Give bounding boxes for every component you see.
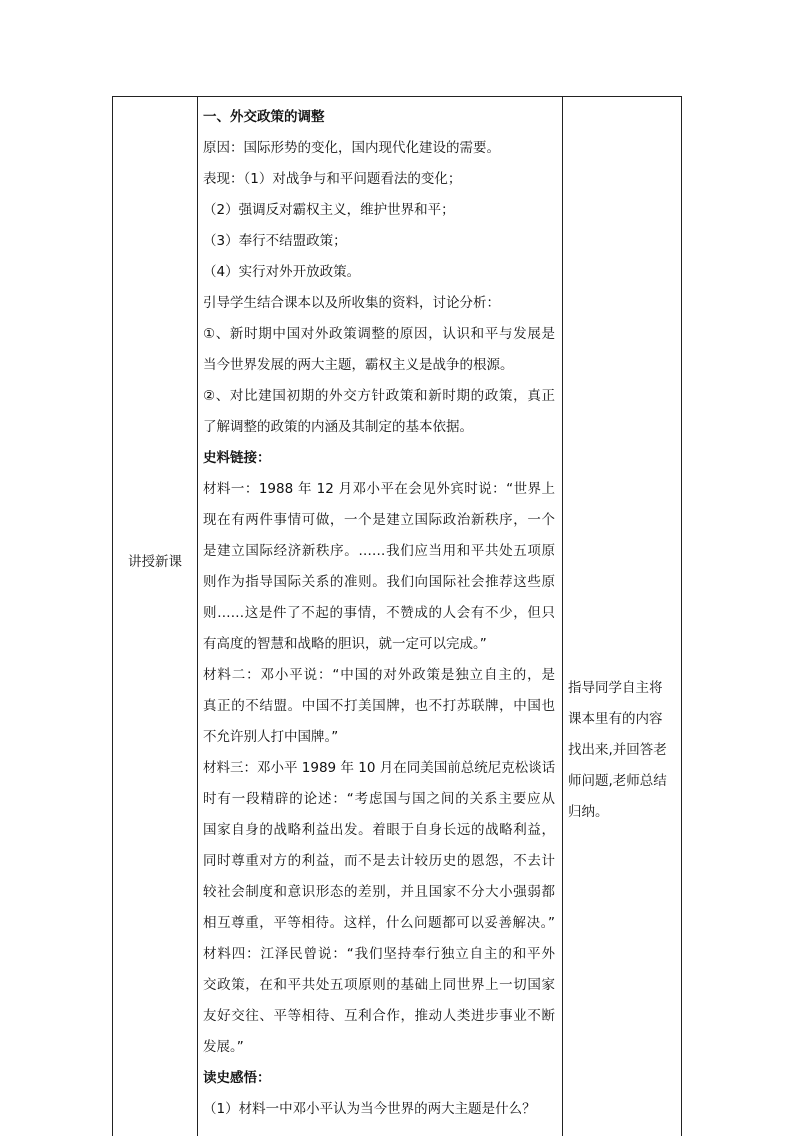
content-line: 国家自身的战略利益出发。着眼于自身长远的战略利益， (203, 822, 555, 838)
teacher-note-line: 师问题,老师总结 (568, 773, 667, 789)
content-line: 材料二：邓小平说：“中国的对外政策是独立自主的，是 (203, 667, 555, 683)
content-line: 同时尊重对方的利益，而不是去计较历史的恩怨，不去计 (203, 853, 555, 869)
content-line: ①、新时期中国对外政策调整的原因，认识和平与发展是 (203, 326, 555, 342)
content-line: 了解调整的政策的内涵及其制定的基本依据。 (203, 419, 473, 435)
teaching-content-column (203, 102, 555, 1125)
section-heading: 读史感悟： (203, 1070, 271, 1086)
teacher-note-line: 找出来,并回答老 (568, 742, 667, 758)
content-line: 则作为指导国际关系的准则。我们向国际社会推荐这些原 (203, 574, 555, 590)
content-line: 表现：（1）对战争与和平问题看法的变化； (203, 171, 462, 187)
content-line: （1）材料一中邓小平认为当今世界的两大主题是什么？ (203, 1101, 536, 1117)
teacher-activity-column (568, 673, 678, 828)
content-line: 较社会制度和意识形态的差别，并且国家不分大小强弱都 (203, 884, 555, 900)
content-line: 现在有两件事情可做，一个是建立国际政治新秩序，一个 (203, 512, 555, 528)
teacher-note-line: 指导同学自主将 (568, 680, 663, 696)
content-line: （4）实行对外开放政策。 (203, 264, 361, 280)
content-line: ②、对比建国初期的外交方针政策和新时期的政策，真正 (203, 388, 555, 404)
lesson-plan-table (112, 96, 682, 1136)
column-divider-right (562, 97, 563, 1136)
content-line: 真正的不结盟。中国不打美国牌，也不打苏联牌，中国也 (203, 698, 555, 714)
column-divider-left (197, 97, 198, 1136)
content-line: 材料三：邓小平 1989 年 10 月在同美国前总统尼克松谈话 (203, 760, 556, 776)
content-line: 相互尊重，平等相待。这样，什么问题都可以妥善解决。” (203, 915, 555, 931)
content-line: 引导学生结合课本以及所收集的资料，讨论分析： (203, 295, 500, 311)
section-heading: 一、外交政策的调整 (203, 109, 325, 125)
content-line: 不允许别人打中国牌。” (203, 729, 339, 745)
content-line: 时有一段精辟的论述：“考虑国与国之间的关系主要应从 (203, 791, 555, 807)
section-heading: 史料链接： (203, 450, 271, 466)
content-line: 当今世界发展的两大主题，霸权主义是战争的根源。 (203, 357, 514, 373)
content-line: 原因：国际形势的变化，国内现代化建设的需要。 (203, 140, 500, 156)
teacher-note-line: 课本里有的内容 (568, 711, 663, 727)
content-line: 材料一：1988 年 12 月邓小平在会见外宾时说：“世界上 (203, 481, 555, 497)
teacher-note-line: 归纳。 (568, 804, 609, 820)
content-line: 则……这是件了不起的事情，不赞成的人会有不少，但只 (203, 605, 555, 621)
content-line: （3）奉行不结盟政策； (203, 233, 347, 249)
content-line: 是建立国际经济新秩序。……我们应当用和平共处五项原 (203, 543, 555, 559)
content-line: 发展。” (203, 1039, 244, 1055)
teaching-stage-label: 讲授新课 (128, 554, 182, 570)
content-line: 友好交往、平等相待、互利合作，推动人类进步事业不断 (203, 1008, 555, 1024)
content-line: 有高度的智慧和战略的胆识，就一定可以完成。” (203, 636, 487, 652)
content-line: （2）强调反对霸权主义，维护世界和平； (203, 202, 455, 218)
content-line: 交政策，在和平共处五项原则的基础上同世界上一切国家 (203, 977, 555, 993)
content-line: 材料四：江泽民曾说：“我们坚持奉行独立自主的和平外 (203, 946, 555, 962)
